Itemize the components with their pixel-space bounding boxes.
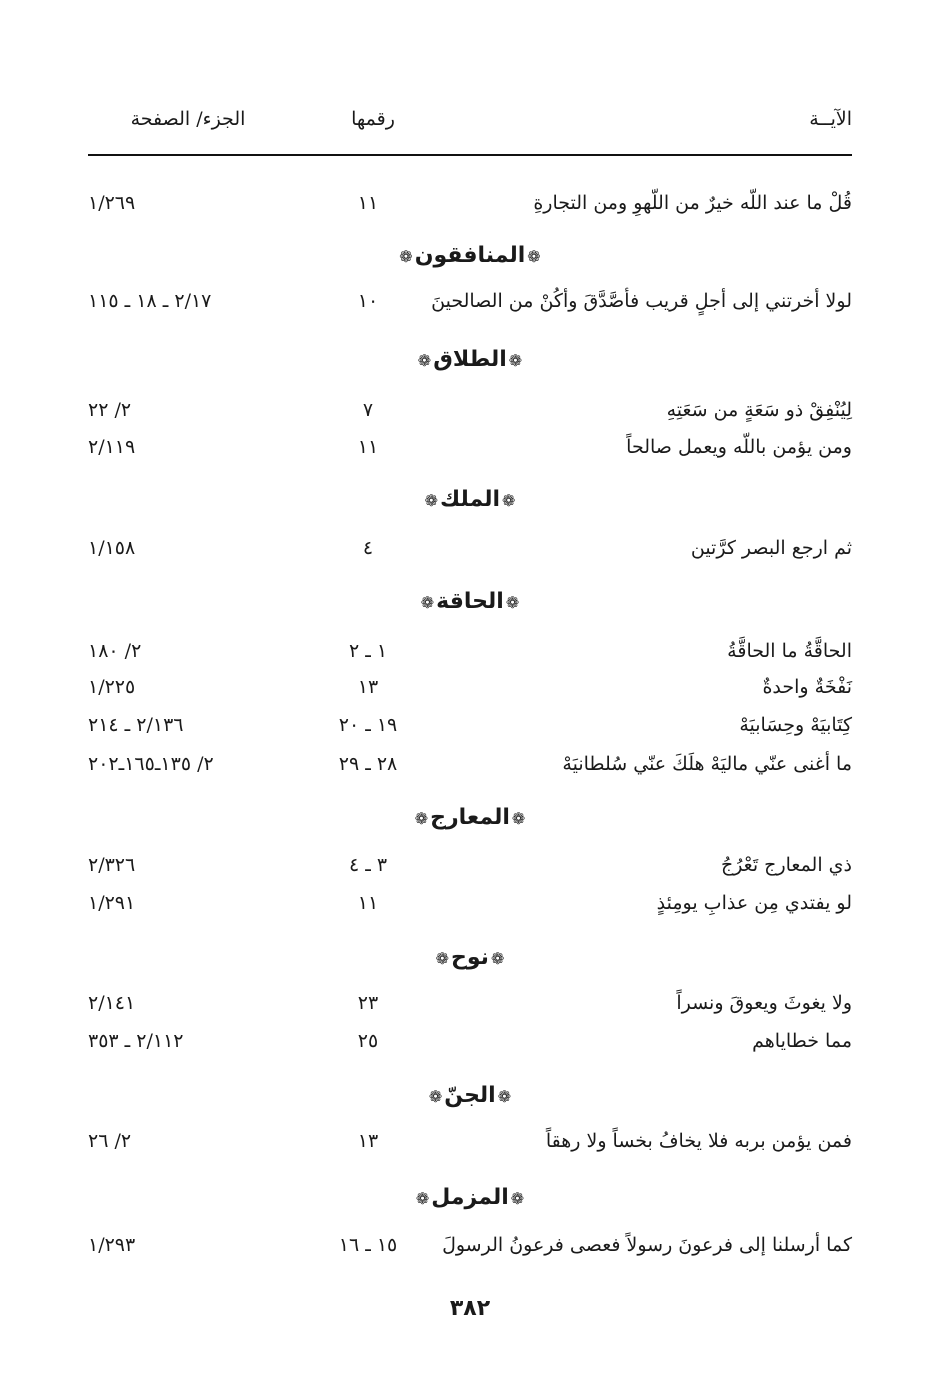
ayah-number: ١١ [357,436,379,458]
surah-name: الملك [439,487,501,512]
ayah-number: ٤ [362,537,374,559]
volume-page-reference: ٢/١٧ ـ ١٨ ـ ١١٥ [88,290,212,312]
ayah-text: لو يفتدي مِن عذابِ يومِئذٍ [656,892,852,914]
surah-name: نوح [451,945,489,970]
ayah-number: ١٩ ـ ٢٠ [338,714,398,736]
table-row [88,634,852,668]
index-page [88,0,852,1375]
ayah-number: ٢٣ [357,992,379,1014]
surah-name: الجنّ [444,1083,496,1108]
table-row [88,430,852,464]
header-rule [88,154,852,156]
ornament-icon: ❁ [510,1189,525,1208]
ayah-number: ١٣ [357,1130,379,1152]
volume-page-reference: ٢/ ٢٢ [88,399,132,421]
ornament-icon: ❁ [502,491,516,510]
table-row [88,531,852,565]
volume-page-reference: ٢/ ٢٦ [88,1130,132,1152]
ayah-number: ١١ [357,192,379,214]
ornament-icon: ❁ [435,949,450,968]
ornament-icon: ❁ [508,351,523,370]
table-row [88,848,852,882]
header-reference: الجزء/ الصفحة [130,108,246,130]
ayah-text: ومن يؤمن باللّه ويعمل صالحاً [626,436,852,458]
ayah-text: الحاقَّةُ ما الحاقَّةُ [727,640,852,662]
ayah-text: لولا أخرتني إلى أجلٍ قريب فأصَّدَّقَ وأكُنْ من الصالحينَ [431,290,852,312]
page-number: ٣٨٢ [449,1296,491,1321]
ayah-text: نَفْخَةٌ واحدةٌ [762,676,852,698]
surah-heading [88,1076,852,1116]
ayah-number: ٢٨ ـ ٢٩ [338,753,398,775]
table-header [88,108,852,144]
ornament-icon: ❁ [527,247,541,266]
ayah-number: ٧ [362,399,374,421]
ayah-text: ولا يغوثَ ويعوقَ ونسراً [676,992,852,1014]
table-row [88,1228,852,1262]
ayah-text: ما أغنى عنّي ماليَهْ هلَكَ عنّي سُلطانيَهْ [562,753,852,775]
ayah-text: كما أرسلنا إلى فرعونَ رسولاً فعصى فرعونُ الرسولَ [442,1234,852,1256]
surah-heading [88,938,852,978]
volume-page-reference: ١/٢٢٥ [88,676,136,698]
ayah-number: ٣ ـ ٤ [348,854,388,876]
volume-page-reference: ١/٢٩١ [88,892,136,914]
ornament-icon: ❁ [414,809,429,828]
surah-heading [88,236,852,276]
ornament-icon: ❁ [420,593,435,612]
ayah-text: قُلْ ما عند اللّه خيرٌ من اللّهوِ ومن التجارةِ [533,192,852,214]
ayah-text: كِتَابيَهْ وحِسَابيَهْ [739,714,852,736]
ayah-number: ٢٥ [357,1030,379,1052]
volume-page-reference: ١/٢٦٩ [88,192,136,214]
ayah-number: ١١ [357,892,379,914]
surah-heading [88,582,852,622]
ayah-number: ١٥ ـ ١٦ [338,1234,398,1256]
ornament-icon: ❁ [415,1189,430,1208]
surah-heading [88,480,852,520]
table-row [88,1124,852,1158]
table-row [88,708,852,742]
ayah-text: فمن يؤمن بربه فلا يخافُ بخساً ولا رهقاً [545,1130,852,1152]
ornament-icon: ❁ [490,949,505,968]
table-row [88,186,852,220]
ayah-text: لِيُنْفِقْ ذو سَعَةٍ من سَعَتِهِ [666,399,852,421]
ornament-icon: ❁ [505,593,520,612]
ayah-number: ١ ـ ٢ [348,640,388,662]
table-row [88,670,852,704]
surah-name: المنافقون [414,243,526,268]
ornament-icon: ❁ [497,1087,512,1106]
ornament-icon: ❁ [417,351,432,370]
surah-name: الطلاق [433,347,507,372]
surah-name: المعارج [430,805,510,830]
ayah-number: ١٠ [357,290,379,312]
volume-page-reference: ٢/٣٢٦ [88,854,136,876]
header-number: رقمها [351,108,395,130]
ayah-number: ١٣ [357,676,379,698]
volume-page-reference: ٢/ ١٣٥ـ١٦٥ـ٢٠٢ [88,753,214,775]
surah-heading [88,1178,852,1218]
header-ayah: الآيــة [809,108,852,130]
table-row [88,393,852,427]
table-row [88,986,852,1020]
volume-page-reference: ١/٢٩٣ [88,1234,136,1256]
volume-page-reference: ٢/١٣٦ ـ ٢١٤ [88,714,184,736]
table-row [88,886,852,920]
table-row [88,1024,852,1058]
ornament-icon: ❁ [399,247,413,266]
ayah-text: ذي المعارج تَعْرُجُ [720,854,852,876]
surah-name: المزمل [431,1185,509,1210]
ornament-icon: ❁ [428,1087,443,1106]
ornament-icon: ❁ [424,491,438,510]
volume-page-reference: ٢/١١٩ [88,436,136,458]
volume-page-reference: ٢/١٤١ [88,992,136,1014]
volume-page-reference: ٢/١١٢ ـ ٣٥٣ [88,1030,184,1052]
surah-heading [88,340,852,380]
table-row [88,747,852,781]
surah-name: الحاقة [436,589,504,614]
surah-heading [88,798,852,838]
ornament-icon: ❁ [511,809,526,828]
table-row [88,284,852,318]
ayah-text: مما خطاياهم [752,1030,852,1052]
ayah-text: ثم ارجع البصر كرَّتين [690,537,852,559]
volume-page-reference: ٢/ ١٨٠ [88,640,142,662]
volume-page-reference: ١/١٥٨ [88,537,136,559]
